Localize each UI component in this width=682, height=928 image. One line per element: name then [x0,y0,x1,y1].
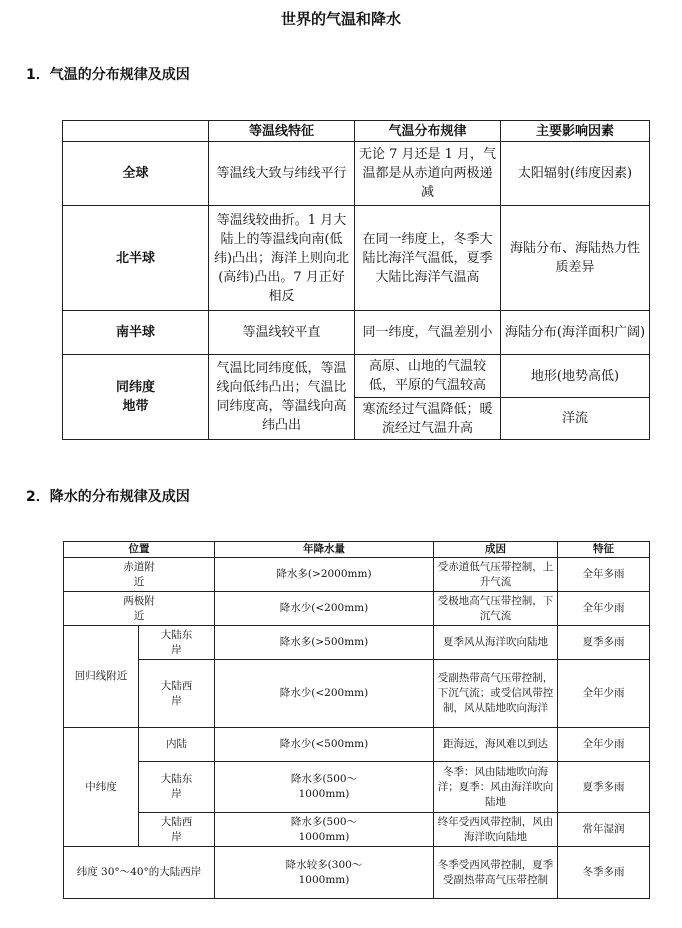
header-cell: 年降水量 [215,542,434,558]
table-row [64,762,650,813]
table-cell: 同一纬度，气温差别小 [355,311,501,355]
row-label: 赤道附近 [64,558,215,592]
header-cell: 主要影响因素 [501,121,650,142]
table-cell: 降水多(>500mm) [215,626,434,660]
table-cell: 全年多雨 [558,558,650,592]
row-sublabel: 大陆西岸 [139,813,215,847]
table-cell: 受极地高气压带控制，下沉气流 [434,592,558,626]
table-cell: 受副热带高气压带控制，下沉气流；或受信风带控制，风从陆地吹向海洋 [434,660,558,728]
section-heading-temperature: 1．气温的分布规律及成因 [26,67,190,83]
table-cell: 降水多(500～1000mm) [215,762,434,813]
row-sublabel: 大陆西岸 [139,660,215,728]
table-row [64,728,650,762]
header-cell: 气温分布规律 [355,121,501,142]
table-row [64,813,650,847]
precipitation-table [63,541,650,899]
table-row [64,660,650,728]
table-row [63,142,650,206]
table-cell: 无论 7 月还是 1 月，气温都是从赤道向两极递减 [355,142,501,206]
table-cell: 终年受西风带控制，风由海洋吹向陆地 [434,813,558,847]
header-cell: 特征 [558,542,650,558]
table-cell: 夏季风从海洋吹向陆地 [434,626,558,660]
row-sublabel: 大陆东岸 [139,762,215,813]
table-cell: 夏季多雨 [558,762,650,813]
table-row [64,592,650,626]
table-cell: 海陆分布、海陆热力性质差异 [501,206,650,311]
table-row [64,847,650,899]
table-header-row [64,542,650,558]
row-label: 全球 [63,142,209,206]
row-group-label: 回归线附近 [64,626,139,728]
table-row [64,558,650,592]
table-cell: 在同一纬度上，冬季大陆比海洋气温低，夏季大陆比海洋气温高 [355,206,501,311]
table-cell: 寒流经过气温降低；暖流经过气温升高 [355,398,501,440]
row-group-label: 中纬度 [64,728,139,847]
header-cell [63,121,209,142]
table-cell: 等温线较平直 [209,311,355,355]
table-cell: 降水多(500～1000mm) [215,813,434,847]
table-cell: 降水较多(300～1000mm) [215,847,434,899]
temperature-table [62,120,650,440]
table-cell: 受赤道低气压带控制，上升气流 [434,558,558,592]
table-cell: 全年少雨 [558,592,650,626]
header-cell: 位置 [64,542,215,558]
table-cell: 海陆分布(海洋面积广阔) [501,311,650,355]
row-label: 南半球 [63,311,209,355]
table-cell: 全年少雨 [558,660,650,728]
row-sublabel: 内陆 [139,728,215,762]
table-cell: 冬季：风由陆地吹向海洋；夏季：风由海洋吹向陆地 [434,762,558,813]
table-cell: 洋流 [501,398,650,440]
row-label: 两极附近 [64,592,215,626]
table-header-row [63,121,650,142]
table-row [63,206,650,311]
table-cell: 冬季多雨 [558,847,650,899]
table-cell: 高原、山地的气温较低，平原的气温较高 [355,355,501,398]
header-cell: 成因 [434,542,558,558]
table-cell: 降水少(<200mm) [215,660,434,728]
table-cell: 冬季受西风带控制，夏季受副热带高气压带控制 [434,847,558,899]
row-sublabel: 大陆东岸 [139,626,215,660]
table-cell: 常年湿润 [558,813,650,847]
page-title: 世界的气温和降水 [280,10,401,28]
section-heading-precipitation: 2．降水的分布规律及成因 [26,489,190,505]
table-cell: 等温线大致与纬线平行 [209,142,355,206]
table-cell: 夏季多雨 [558,626,650,660]
row-label: 北半球 [63,206,209,311]
table-cell: 全年少雨 [558,728,650,762]
table-row [64,626,650,660]
table-cell: 距海远，海风难以到达 [434,728,558,762]
table-row [63,355,650,398]
row-label: 纬度 30°～40°的大陆西岸 [64,847,215,899]
table-cell: 地形(地势高低) [501,355,650,398]
table-cell: 太阳辐射(纬度因素) [501,142,650,206]
table-row [63,311,650,355]
table-cell: 降水少(<500mm) [215,728,434,762]
header-cell: 等温线特征 [209,121,355,142]
row-label: 同纬度地带 [63,355,209,440]
table-cell: 降水少(<200mm) [215,592,434,626]
table-cell: 等温线较曲折。1 月大陆上的等温线向南(低纬)凸出；海洋上则向北(高纬)凸出。7 月正好相反 [209,206,355,311]
table-cell: 气温比同纬度低，等温线向低纬凸出；气温比同纬度高，等温线向高纬凸出 [209,355,355,440]
table-cell: 降水多(>2000mm) [215,558,434,592]
